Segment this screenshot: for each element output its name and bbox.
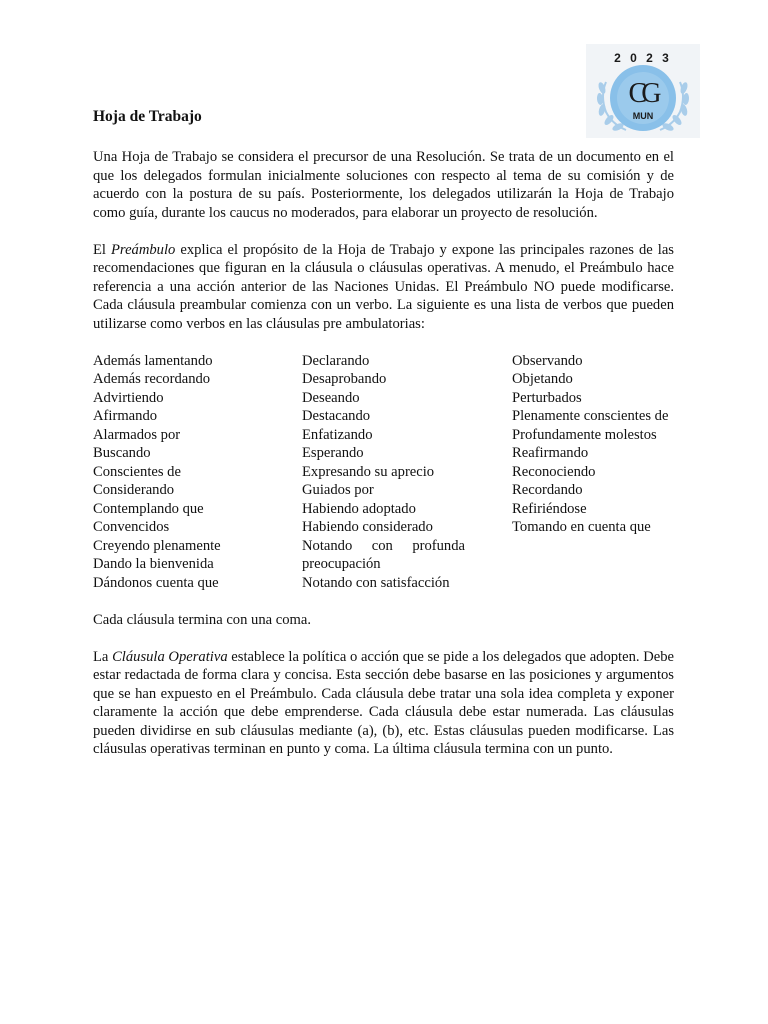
verb-item: Notando con profunda: [302, 537, 465, 554]
verb-item: Además recordando: [93, 371, 211, 387]
verb-item: Declarando: [302, 352, 370, 369]
verb-item: Creyendo plenamente: [93, 537, 221, 554]
verb-item: Profundamente molestos: [512, 426, 657, 443]
verb-item: Conscientes de: [93, 463, 181, 480]
verb-column-1: [93, 352, 302, 593]
logo-mun: MUN: [632, 111, 654, 121]
verb-item: Advirtiendo: [93, 389, 164, 406]
intro-paragraph: Una Hoja de Trabajo se considera el precursor de una Resolución. Se trata de un documento en el que los delegados formulan inicialmente soluciones con respecto al tema de su comisión y de acuerdo con la postura de su país. Posteriormente, los delegados utilizarán la Hoja de Trabajo como guía, durante los caucus no moderados, para elaborar un proyecto de resolución.: [93, 149, 674, 221]
document-body: [93, 106, 674, 777]
verb-item: Perturbados: [512, 389, 582, 406]
verb-item: Convencidos: [93, 519, 170, 535]
verb-item: Refiriéndose: [512, 500, 587, 517]
comma-rule-paragraph: Cada cláusula termina con una coma.: [93, 611, 312, 628]
verb-item: Recordando: [512, 482, 583, 498]
verb-item: Objetando: [512, 371, 573, 387]
operative-prefix: La: [93, 648, 113, 665]
verb-item: Observando: [512, 352, 583, 369]
verb-item: Buscando: [93, 445, 151, 461]
verb-item: Reconociendo: [512, 463, 596, 480]
logo-year: 2 0 2 3: [614, 51, 672, 65]
verb-item: Contemplando que: [93, 500, 204, 517]
verb-item: Esperando: [302, 445, 364, 461]
verb-item: Desaprobando: [302, 371, 387, 387]
verb-item: Notando con satisfacción: [302, 574, 450, 591]
verb-item: Expresando su aprecio: [302, 463, 435, 480]
verb-item: preocupación: [302, 556, 381, 572]
preamble-term: Preámbulo: [111, 241, 176, 258]
verb-item: Tomando en cuenta que: [512, 519, 651, 535]
verb-item: Considerando: [93, 482, 175, 498]
verb-item: Además lamentando: [93, 352, 213, 369]
verb-item: Afirmando: [93, 408, 158, 424]
verb-item: Dando la bienvenida: [93, 556, 214, 572]
operative-term: Cláusula Operativa: [112, 648, 228, 665]
verb-item: Destacando: [302, 408, 371, 424]
verb-item: Alarmados por: [93, 426, 181, 443]
operative-paragraph: [93, 648, 674, 759]
preamble-text: explica el propósito de la Hoja de Trabajo y expone las principales razones de las recomendaciones que figuran en la cláusula o cláusulas operativas. A menudo, el Preámbulo hace referencia a una acción anterior de las Naciones Unidas. El Preámbulo NO puede modificarse. Cada cláusula preambular comienza con un verbo. La siguiente es una lista de verbos que pueden utilizarse como verbos en las cláusulas pre ambulatorias:: [93, 241, 674, 332]
verb-item: Deseando: [302, 389, 360, 406]
verb-column-3: [512, 352, 674, 593]
logo-initials: CG: [628, 78, 656, 109]
verb-item: Plenamente conscientes de: [512, 408, 669, 424]
verb-item: Habiendo considerado: [302, 519, 433, 535]
preamble-paragraph: [93, 241, 674, 334]
verb-item: Guiados por: [302, 482, 374, 498]
verb-item: Dándonos cuenta que: [93, 574, 219, 591]
verb-column-2: [302, 352, 465, 593]
page-title: Hoja de Trabajo: [93, 108, 202, 125]
preamble-prefix: El: [93, 241, 112, 258]
operative-text: establece la política o acción que se pide a los delegados que adopten. Debe estar redactada de forma clara y concisa. Esta sección debe basarse en las posiciones y argumentos que se han expuesto en el Preámbulo. Cada cláusula debe tratar una sola idea completa y exponer claramente la acción que debe emprenderse. Cada cláusula debe estar numerada. Las cláusulas pueden dividirse en sub cláusulas mediante (a), (b), etc. Estas cláusulas pueden modificarse. Las cláusulas operativas terminan en punto y coma. La última cláusula termina con un punto.: [93, 648, 674, 757]
preambular-verb-list: [93, 352, 674, 593]
verb-item: Habiendo adoptado: [302, 500, 416, 517]
verb-item: Enfatizando: [302, 426, 373, 443]
verb-item: Reafirmando: [512, 445, 589, 461]
